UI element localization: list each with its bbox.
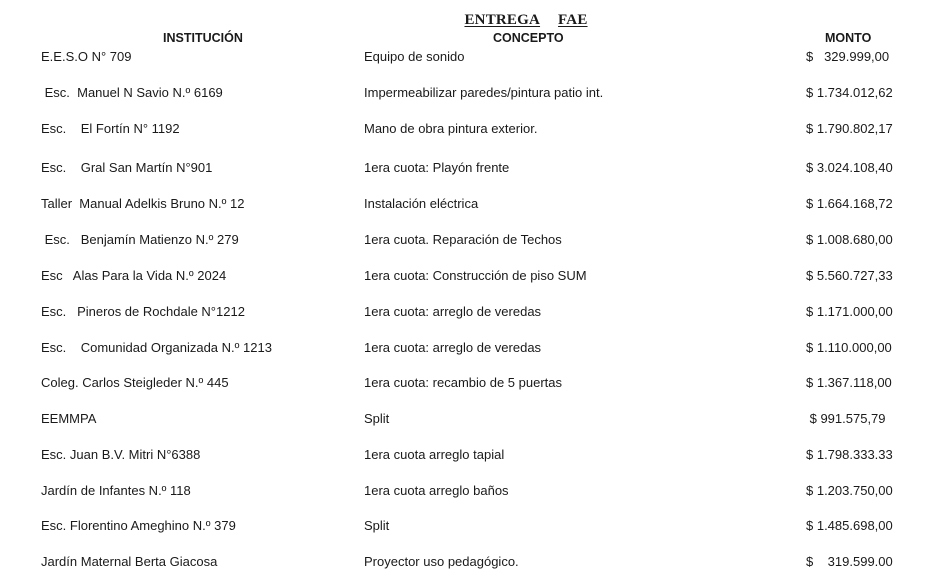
cell-institucion: E.E.S.O N° 709 xyxy=(41,49,132,64)
title-part-fae: FAE xyxy=(558,12,588,28)
cell-concepto: 1era cuota. Reparación de Techos xyxy=(364,232,562,247)
cell-monto: $ 329.999,00 xyxy=(806,49,890,64)
cell-institucion: EEMMPA xyxy=(41,411,97,426)
cell-institucion: Esc. Manuel N Savio N.º 6169 xyxy=(41,85,223,100)
cell-monto: $ 1.485.698,00 xyxy=(806,518,893,533)
cell-institucion: Taller Manual Adelkis Bruno N.º 12 xyxy=(41,196,245,211)
table-row xyxy=(0,516,944,536)
cell-institucion: Esc Alas Para la Vida N.º 2024 xyxy=(41,268,227,283)
cell-monto: $ 991.575,79 xyxy=(806,411,886,426)
cell-concepto: Proyector uso pedagógico. xyxy=(364,554,519,569)
cell-concepto: Equipo de sonido xyxy=(364,49,465,64)
header-concepto: CONCEPTO xyxy=(493,31,564,45)
cell-monto: $ 1.798.333.33 xyxy=(806,447,893,462)
cell-institucion: Jardín Maternal Berta Giacosa xyxy=(41,554,218,569)
cell-concepto: 1era cuota: arreglo de veredas xyxy=(364,304,542,319)
table-row xyxy=(0,194,944,214)
cell-concepto: Impermeabilizar paredes/pintura patio int. xyxy=(364,85,604,100)
cell-concepto: Instalación eléctrica xyxy=(364,196,479,211)
table-row xyxy=(0,266,944,286)
title-part-entrega: ENTREGA xyxy=(464,12,541,28)
header-monto: MONTO xyxy=(825,31,872,45)
header-institucion: INSTITUCIÓN xyxy=(163,31,243,45)
cell-institucion: Esc. El Fortín N° 1192 xyxy=(41,121,180,136)
table-row xyxy=(0,47,944,67)
cell-institucion: Esc. Comunidad Organizada N.º 1213 xyxy=(41,340,272,355)
cell-monto: $ 3.024.108,40 xyxy=(806,160,893,175)
table-row xyxy=(0,119,944,139)
cell-concepto: Mano de obra pintura exterior. xyxy=(364,121,538,136)
cell-concepto: Split xyxy=(364,518,390,533)
table-row xyxy=(0,302,944,322)
table-row xyxy=(0,552,944,572)
cell-monto: $ 1.367.118,00 xyxy=(806,375,892,390)
cell-institucion: Coleg. Carlos Steigleder N.º 445 xyxy=(41,375,229,390)
cell-institucion: Esc. Benjamín Matienzo N.º 279 xyxy=(41,232,239,247)
document-title xyxy=(0,12,944,29)
cell-concepto: 1era cuota arreglo tapial xyxy=(364,447,505,462)
cell-monto: $ 1.171.000,00 xyxy=(806,304,893,319)
table-row xyxy=(0,230,944,250)
table-row xyxy=(0,373,944,393)
cell-institucion: Jardín de Infantes N.º 118 xyxy=(41,483,191,498)
cell-concepto: 1era cuota arreglo baños xyxy=(364,483,509,498)
cell-monto: $ 1.664.168,72 xyxy=(806,196,893,211)
cell-monto: $ 1.734.012,62 xyxy=(806,85,893,100)
table-row xyxy=(0,481,944,501)
table-row xyxy=(0,409,944,429)
cell-monto: $ 319.599.00 xyxy=(806,554,893,569)
table-row xyxy=(0,445,944,465)
table-row xyxy=(0,158,944,178)
cell-institucion: Esc. Gral San Martín N°901 xyxy=(41,160,213,175)
cell-concepto: 1era cuota: Construcción de piso SUM xyxy=(364,268,587,283)
cell-institucion: Esc. Pineros de Rochdale N°1212 xyxy=(41,304,245,319)
cell-monto: $ 1.110.000,00 xyxy=(806,340,892,355)
cell-institucion: Esc. Juan B.V. Mitri N°6388 xyxy=(41,447,201,462)
cell-concepto: Split xyxy=(364,411,390,426)
cell-concepto: 1era cuota: Playón frente xyxy=(364,160,510,175)
cell-monto: $ 5.560.727,33 xyxy=(806,268,893,283)
cell-concepto: 1era cuota: recambio de 5 puertas xyxy=(364,375,563,390)
cell-concepto: 1era cuota: arreglo de veredas xyxy=(364,340,542,355)
table-row xyxy=(0,338,944,358)
cell-institucion: Esc. Florentino Ameghino N.º 379 xyxy=(41,518,236,533)
cell-monto: $ 1.008.680,00 xyxy=(806,232,893,247)
cell-monto: $ 1.790.802,17 xyxy=(806,121,893,136)
cell-monto: $ 1.203.750,00 xyxy=(806,483,893,498)
table-row xyxy=(0,83,944,103)
